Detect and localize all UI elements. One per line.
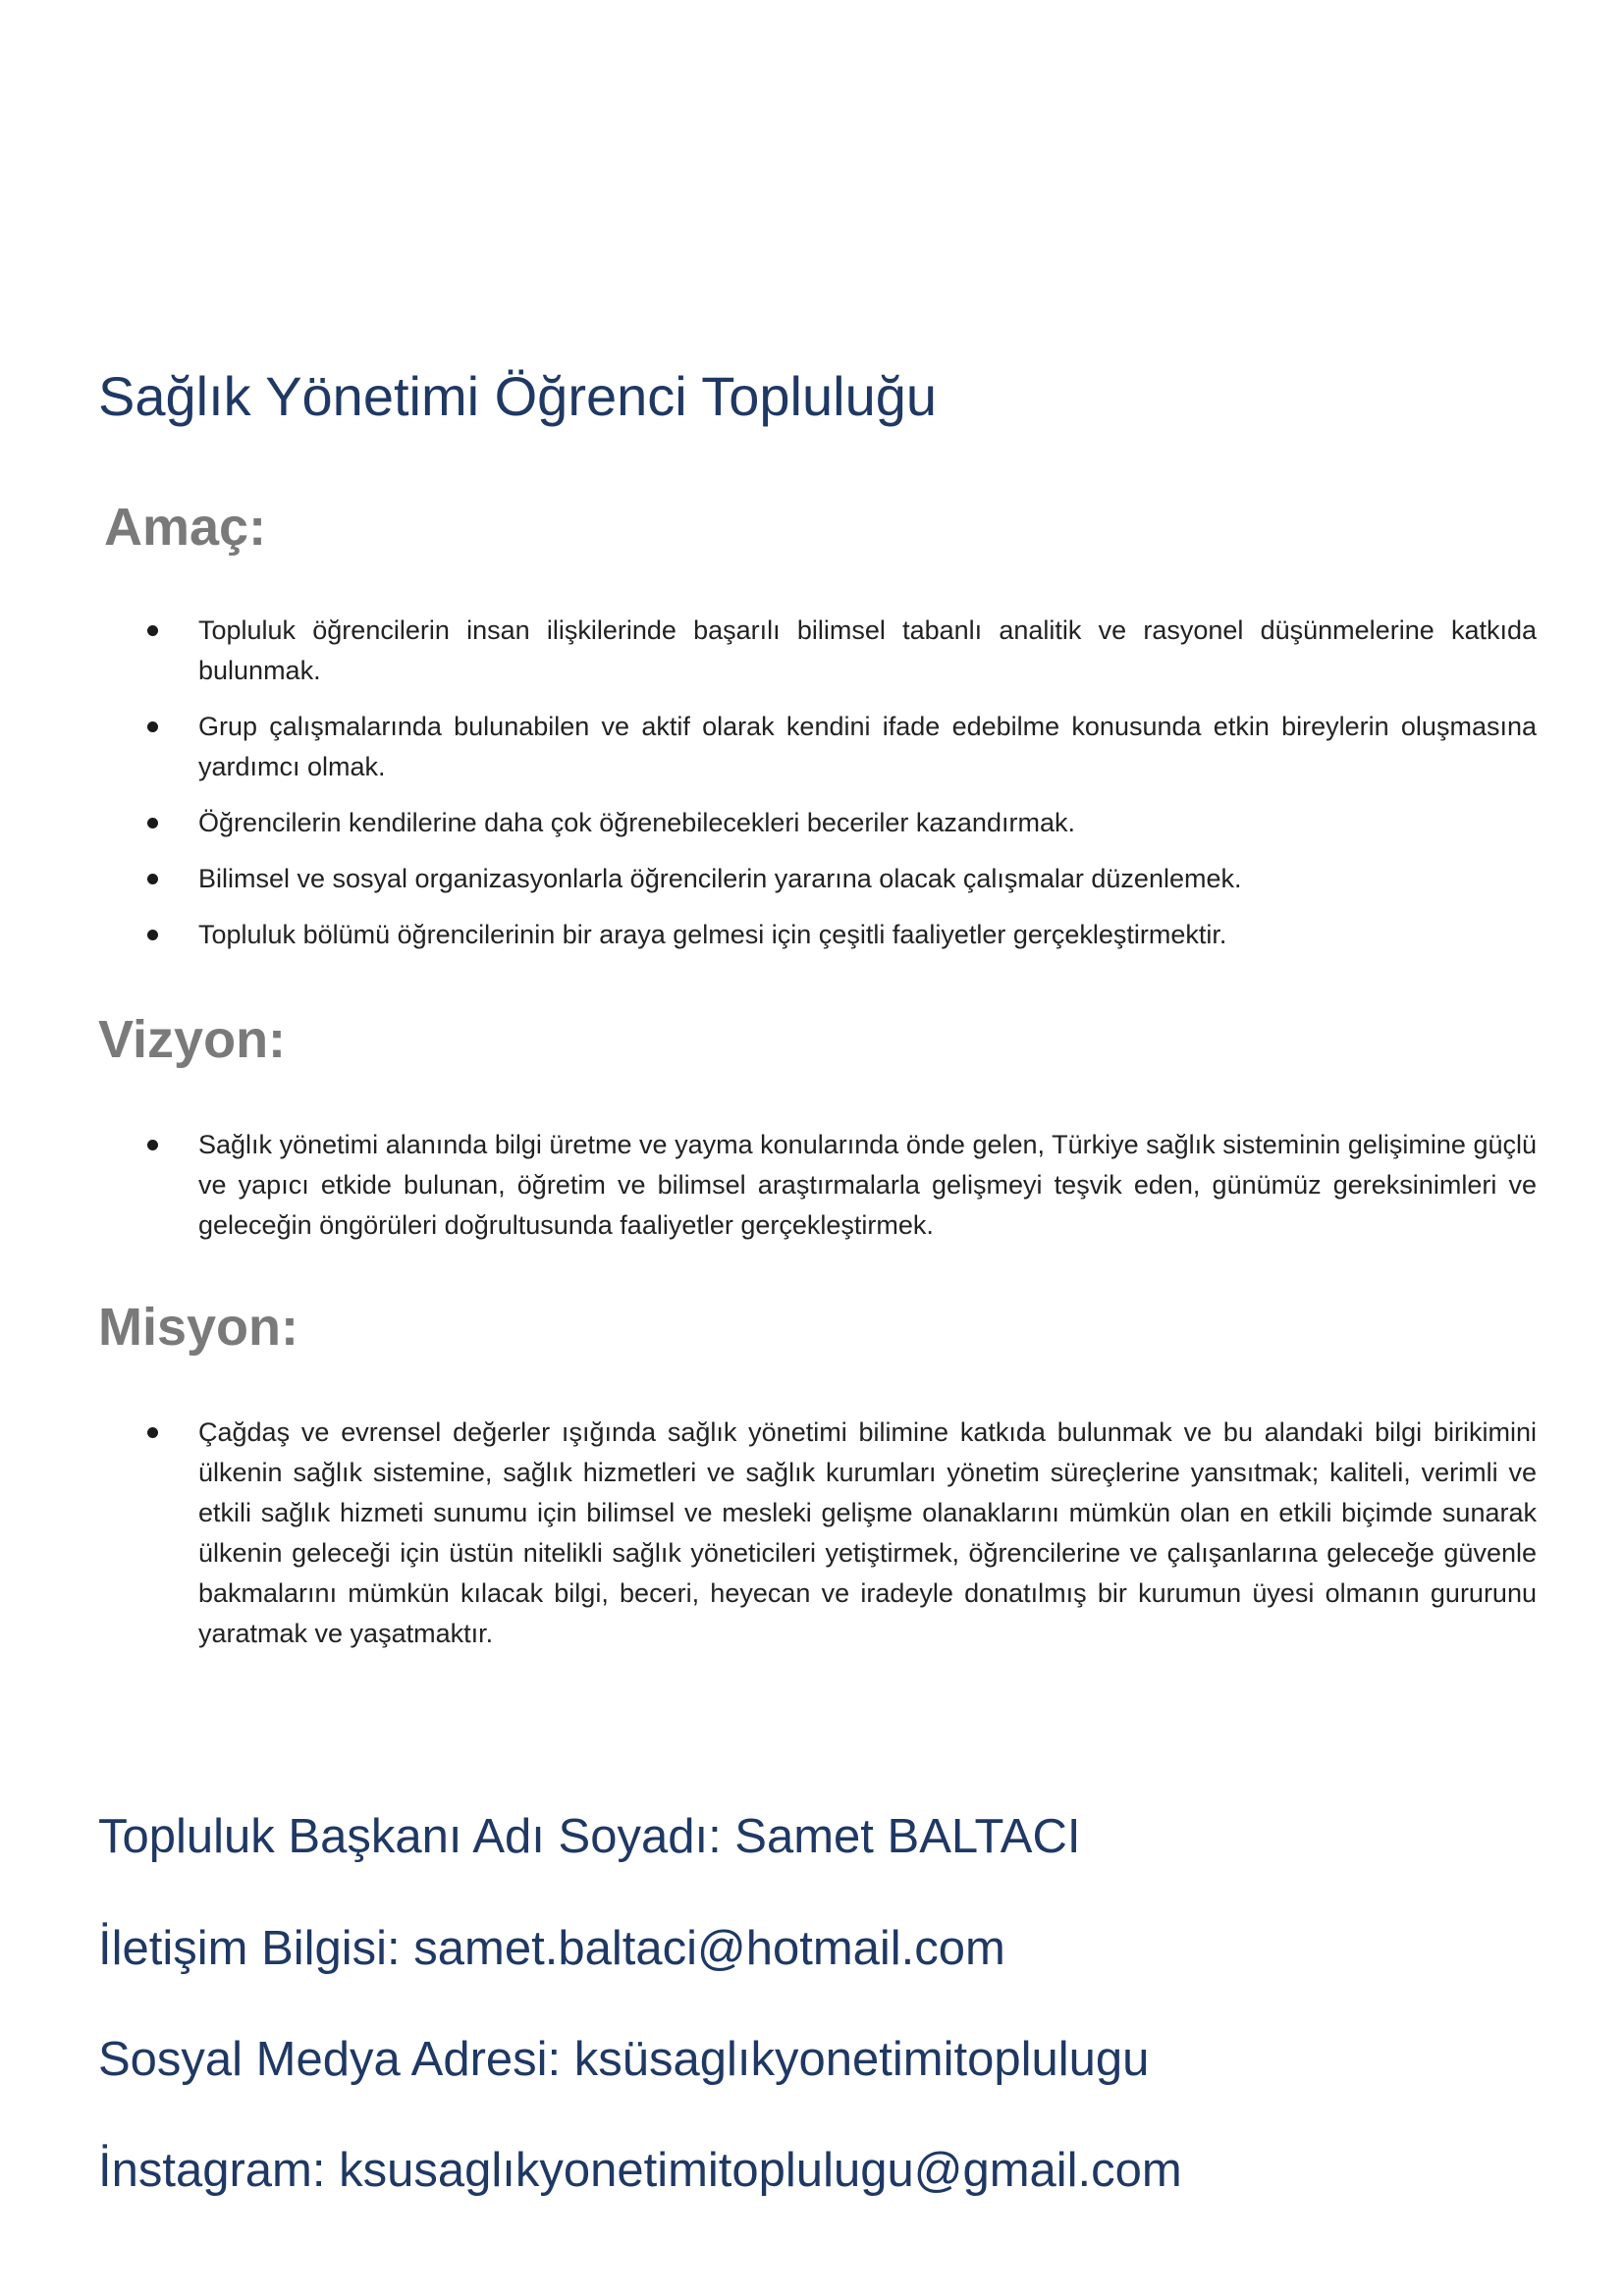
- bullet-icon: [147, 1140, 158, 1150]
- amac-item-text: Topluluk öğrencilerin insan ilişkilerinde başarılı bilimsel tabanlı analitik ve rasyonel düşünmelerine katkıda bulunmak.: [198, 615, 1537, 685]
- social-media-address: Sosyal Medya Adresi: ksüsaglıkyonetimitoplulugu: [98, 2033, 1150, 2086]
- list-item: [147, 803, 1537, 843]
- amac-item-text: Grup çalışmalarında bulunabilen ve aktif olarak kendini ifade edebilme konusunda etkin bireylerin oluşmasına yardımcı olmak.: [198, 712, 1537, 781]
- vizyon-list: [147, 1125, 1537, 1246]
- bullet-icon: [147, 818, 158, 828]
- amac-item-text: Topluluk bölümü öğrencilerinin bir araya gelmesi için çeşitli faaliyetler gerçekleştirmektir.: [198, 920, 1227, 949]
- amac-item-text: Bilimsel ve sosyal organizasyonlarla öğrencilerin yararına olacak çalışmalar düzenlemek.: [198, 864, 1242, 893]
- bullet-icon: [147, 721, 158, 732]
- list-item: [147, 707, 1537, 787]
- misyon-item-text: Çağdaş ve evrensel değerler ışığında sağlık yönetimi bilimine katkıda bulunmak ve bu alandaki bilgi birikimini ülkenin sağlık sistemine, sağlık hizmetleri ve sağlık kurumları yönetim süreçlerine yansıtmak; kaliteli, verimli ve etkili sağlık hizmeti sunumu için bilimsel ve mesleki gelişme olanaklarını mümkün olan en etkili biçimde sunarak ülkenin geleceği için üstün nitelikli sağlık yöneticileri yetiştirmek, öğrencilerine ve çalışanlarına geleceğe güvenle bakmalarını mümkün kılacak bilgi, beceri, heyecan ve iradeyle donatılmış bir kurumun üyesi olmanın gururunu yaratmak ve yaşatmaktır.: [198, 1417, 1537, 1648]
- page-title: Sağlık Yönetimi Öğrenci Topluluğu: [98, 365, 937, 427]
- amac-heading: Amaç:: [104, 498, 267, 557]
- list-item: [147, 1125, 1537, 1246]
- bullet-icon: [147, 1427, 158, 1438]
- bullet-icon: [147, 625, 158, 636]
- list-item: [147, 611, 1537, 691]
- vizyon-heading: Vizyon:: [98, 1010, 287, 1069]
- contact-email: İletişim Bilgisi: samet.baltaci@hotmail.com: [98, 1922, 1005, 1975]
- president-name: Topluluk Başkanı Adı Soyadı: Samet BALTACI: [98, 1810, 1081, 1863]
- instagram-address: İnstagram: ksusaglıkyonetimitoplulugu@gmail.com: [98, 2144, 1182, 2197]
- list-item: [147, 915, 1537, 955]
- bullet-icon: [147, 874, 158, 884]
- amac-item-text: Öğrencilerin kendilerine daha çok öğrenebilecekleri beceriler kazandırmak.: [198, 808, 1075, 837]
- misyon-heading: Misyon:: [98, 1298, 299, 1357]
- list-item: [147, 1413, 1537, 1654]
- list-item: [147, 859, 1537, 899]
- amac-list: [147, 611, 1537, 971]
- vizyon-item-text: Sağlık yönetimi alanında bilgi üretme ve yayma konularında önde gelen, Türkiye sağlık sisteminin gelişimine güçlü ve yapıcı etkide bulunan, öğretim ve bilimsel araştırmalarla gelişmeyi teşvik eden, günümüz gereksinimleri ve geleceğin öngörüleri doğrultusunda faaliyetler gerçekleştirmek.: [198, 1130, 1537, 1240]
- bullet-icon: [147, 930, 158, 940]
- misyon-list: [147, 1413, 1537, 1654]
